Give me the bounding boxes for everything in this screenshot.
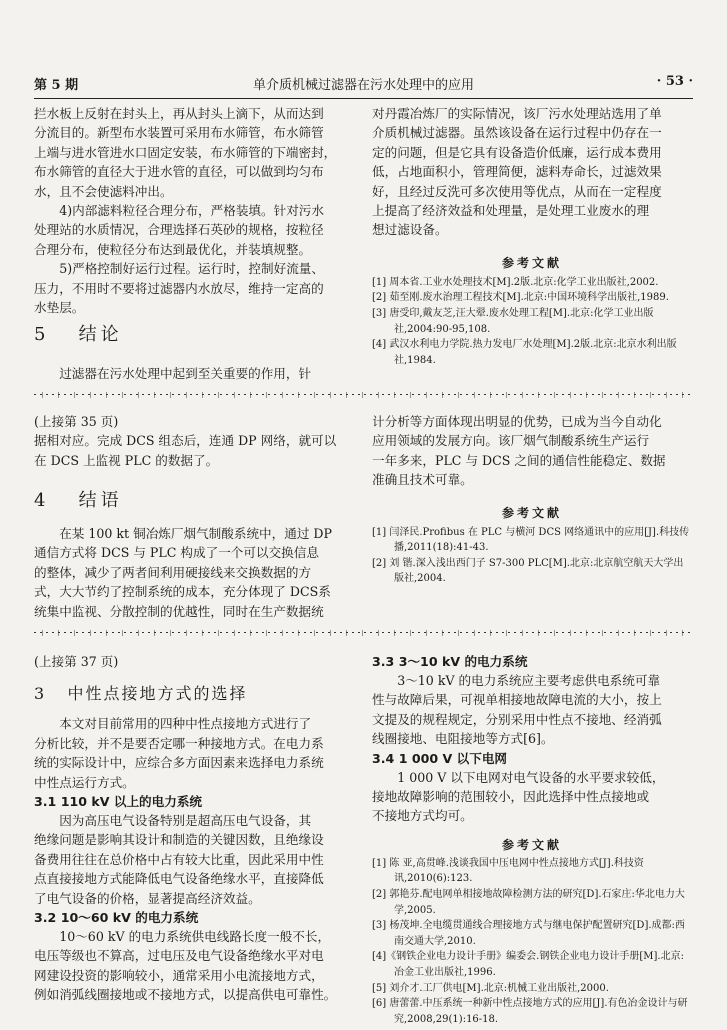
heading-text: 结论 xyxy=(78,324,123,345)
reference-item: [3] 杨茂坤.全电缆贯通线合理接地方式与继电保护配置研究[D].成都:西南交通大学,2010. xyxy=(372,920,685,947)
paragraph: 介质机械过滤器。虽然该设备在运行过程中仍存在一 xyxy=(372,125,662,141)
continuation-note: (上接第 35 页) xyxy=(34,414,119,429)
issue-number: 第 5 期 xyxy=(34,78,79,93)
paragraph: 分流目的。新型布水装置可采用布水筛管，布水筛管 xyxy=(34,125,324,141)
reference-item: [2] 郭艳芬.配电网单相接地故障检测方法的研究[D].石家庄:华北电力大学,2005. xyxy=(372,889,685,916)
subsection-heading: 3.2 10～60 kV 的电力系统 xyxy=(34,910,199,926)
s1-right-column xyxy=(372,104,692,368)
subsection-heading: 3.4 1 000 V 以下电网 xyxy=(372,750,508,766)
running-header xyxy=(34,74,693,98)
paragraph: 点直接接地方式能降低电气设备绝缘水平，直接降低 xyxy=(34,871,324,887)
reference-item: [2] 茹至刚.废水治理工程技术[M].北京:中国环境科学出版社,1989. xyxy=(372,292,669,304)
paragraph: 拦水板上反射在封头上，再从封头上滴下，从而达到 xyxy=(34,106,324,121)
paragraph: 中性点运行方式。 xyxy=(34,774,135,790)
paragraph: 计分析等方面体现出明显的优势，已成为当今自动化 xyxy=(372,414,662,429)
section-separator xyxy=(34,392,693,398)
paragraph: 的整体，减少了两者间利用硬接线来交换数据的方 xyxy=(34,564,312,580)
paragraph: 想过滤设备。 xyxy=(372,222,448,238)
paragraph: 水，且不会使滤料冲出。 xyxy=(34,183,173,199)
references-title: 参考文献 xyxy=(501,837,562,852)
paragraph: 应用领域的发展方向。该厂烟气制酸系统生产运行 xyxy=(372,433,650,449)
paragraph: 准确且技术可靠。 xyxy=(372,472,473,488)
paragraph: 合理分布，使粒径分布达到最优化，并装填规整。 xyxy=(34,241,312,257)
subsection-heading: 3.3 3～10 kV 的电力系统 xyxy=(372,654,528,669)
heading-text: 中性点接地方式的选择 xyxy=(67,684,248,704)
subsection-heading: 3.1 110 kV 以上的电力系统 xyxy=(34,794,203,810)
reference-item: [3] 唐受印,戴友芝,汪大翚.废水处理工程[M].北京:化学工业出版社,2004:90-95,108. xyxy=(372,308,654,335)
s1-last-line xyxy=(34,364,352,383)
heading-text: 结语 xyxy=(78,490,123,511)
paragraph: 统的实际设计中，应综合多方面因素来选择电力系统 xyxy=(34,755,324,771)
paragraph: 压力，不用时不要将过滤器内水放尽，维持一定高的 xyxy=(34,280,324,296)
paragraph: 不接地方式均可。 xyxy=(372,808,473,824)
paragraph: 4)内部滤料粒径合理分布，严格装填。针对污水 xyxy=(59,203,324,219)
section-separator xyxy=(34,630,693,636)
paragraph: 接地故障影响的范围较小，因此选择中性点接地或 xyxy=(372,789,650,805)
paragraph: 在某 100 kt 铜冶炼厂烟气制酸系统中，通过 DP xyxy=(59,526,333,541)
paragraph: 通信方式将 DCS 与 PLC 构成了一个可以交换信息 xyxy=(34,545,319,561)
paragraph: 布水筛管的直径大于进水管的直径，可以做到均匀布 xyxy=(34,164,324,180)
paragraph: 上端与进水管进水口固定安装，布水筛管的下端密封， xyxy=(34,144,337,160)
paragraph: 文提及的规程规定，分别采用中性点不接地、经消弧 xyxy=(372,711,662,727)
paragraph: 10～60 kV 的电力系统供电线路长度一般不长， xyxy=(59,929,331,945)
paragraph: 本文对目前常用的四种中性点接地方式进行了 xyxy=(59,716,312,732)
section-heading xyxy=(34,681,352,704)
paragraph: 绝缘问题是影响其设计和制造的关键因数，且绝缘设 xyxy=(34,832,324,848)
paragraph: 上提高了经济效益和处理量，是处理工业废水的理 xyxy=(372,203,650,219)
heading-number: 3 xyxy=(34,684,47,704)
s3-left-column xyxy=(34,652,352,1005)
s2-right-column xyxy=(372,412,692,587)
reference-item: [2] 刘 锴.深入浅出西门子 S7-300 PLC[M].北京:北京航空航天大学出版社,2004. xyxy=(372,557,684,585)
section-heading xyxy=(34,486,123,512)
paragraph: 一年多来，PLC 与 DCS 之间的通信性能稳定、数据 xyxy=(372,452,666,468)
s2-body xyxy=(34,524,352,621)
paragraph: 电压等级也不算高，过电压及电气设备绝缘水平对电 xyxy=(34,948,324,964)
paragraph: 性与故障后果，可视单相接地故障电流的大小，按上 xyxy=(372,692,662,708)
s3-right-column xyxy=(372,652,692,1027)
paragraph: 3～10 kV 的电力系统应主要考虑供电系统可靠 xyxy=(397,673,661,688)
continuation-note: (上接第 37 页) xyxy=(34,654,119,669)
paragraph: 式，大大节约了控制系统的成本，充分体现了 DCS系 xyxy=(34,584,331,600)
heading-number: 5 xyxy=(34,324,50,345)
paragraph: 过滤器在污水处理中起到至关重要的作用，针 xyxy=(59,366,312,381)
section-heading xyxy=(34,320,123,346)
reference-item: [5] 刘介才.工厂供电[M].北京:机械工业出版社,2000. xyxy=(372,982,609,994)
paragraph: 对丹霞冶炼厂的实际情况，该厂污水处理站选用了单 xyxy=(372,106,662,121)
journal-article-title: 单介质机械过滤器在污水处理中的应用 xyxy=(252,78,474,93)
reference-item: [6] 唐蕾蕾.中压系统一种新中性点接地方式的应用[J].有色冶金设计与研究,2008,29(1):16-18. xyxy=(372,998,688,1025)
paragraph: 水垫层。 xyxy=(34,300,85,316)
page-number: · 53 · xyxy=(656,74,693,89)
s2-left-column xyxy=(34,412,352,470)
reference-item: [1] 周本省.工业水处理技术[M].2版.北京:化学工业出版社,2002. xyxy=(372,276,659,288)
paragraph: 网建设投资的影响较小，通常采用小电流接地方式， xyxy=(34,967,324,983)
reference-item: [1] 闫泽民.Profibus 在 PLC 与横河 DCS 网络通讯中的应用[J].科技传播,2011(18):41-43. xyxy=(372,526,690,554)
references-title: 参考文献 xyxy=(501,255,562,270)
paragraph: 低，占地面积小，管理简便，滤料寿命长，过滤效果 xyxy=(372,164,662,180)
header-rule xyxy=(34,98,693,99)
reference-item: [1] 陈 亚,高贯峰.浅谈我国中压电网中性点接地方式[J].科技资讯,2010(6):123. xyxy=(372,857,644,885)
references-title: 参考文献 xyxy=(501,505,562,520)
paragraph: 据相对应。完成 DCS 组态后，连通 DP 网络，就可以 xyxy=(34,433,337,449)
paragraph: 在 DCS 上监视 PLC 的数据了。 xyxy=(34,452,219,468)
paragraph: 例如消弧线圈接地或不接地方式，以提高供电可靠性。 xyxy=(34,987,337,1003)
paragraph: 5)严格控制好运行过程。运行时，控制好流量、 xyxy=(59,261,324,277)
reference-item: [4]《钢铁企业电力设计手册》编委会.钢铁企业电力设计手册[M].北京:冶金工业出版社,1996. xyxy=(372,951,684,978)
paragraph: 分析比较，并不是要否定哪一种接地方式。在电力系 xyxy=(34,735,324,751)
paragraph: 备费用往往在总价格中占有较大比重，因此采用中性 xyxy=(34,851,324,867)
paragraph: 统集中监视、分散控制的优越性，同时在生产数据统 xyxy=(34,603,324,619)
reference-item: [4] 武汉水利电力学院.热力发电厂水处理[M].2版.北京:北京水利出版社,1984. xyxy=(372,339,677,366)
paragraph: 因为高压电气设备特别是超高压电气设备，其 xyxy=(59,813,312,829)
paragraph: 好，且经过反洗可多次使用等优点，从而在一定程度 xyxy=(372,183,662,199)
paragraph: 定的问题，但是它具有设备造价低廉，运行成本费用 xyxy=(372,144,662,160)
paragraph: 1 000 V 以下电网对电气设备的水平要求较低， xyxy=(397,769,665,785)
paragraph: 处理站的水质情况，合理选择石英砂的规格，按粒径 xyxy=(34,222,324,238)
paragraph: 了电气设备的价格，显著提高经济效益。 xyxy=(34,890,261,906)
heading-number: 4 xyxy=(34,490,50,511)
s1-left-column xyxy=(34,104,352,317)
paragraph: 线圈接地、电阻接地等方式[6]。 xyxy=(372,731,554,747)
